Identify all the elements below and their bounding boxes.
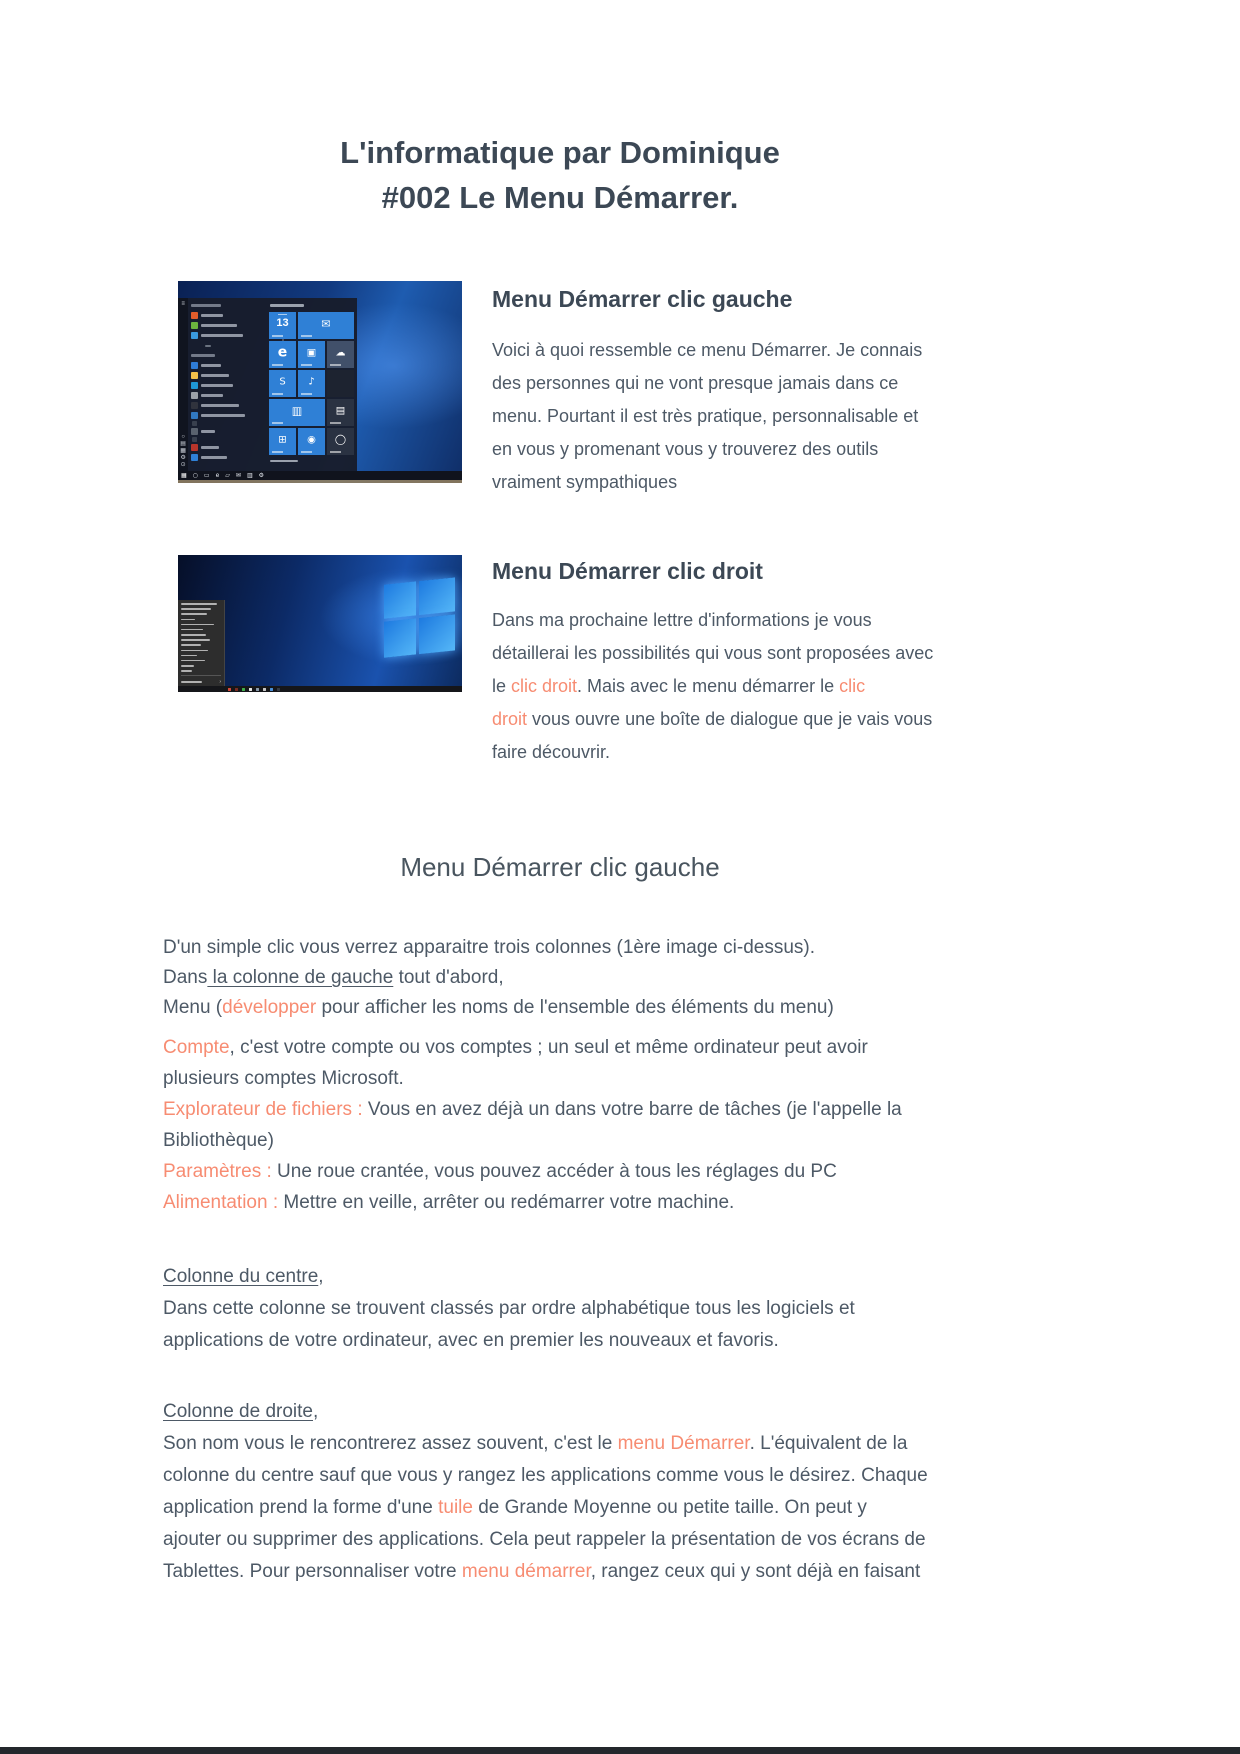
groove-icon: ♪ [308, 376, 315, 388]
letter-separator [193, 437, 197, 442]
text-run: application prend la forme d'une [163, 1497, 439, 1518]
start-menu-rail [178, 298, 188, 472]
text-run: vraiment sympathiques [492, 472, 678, 492]
section-paragraph [492, 604, 1092, 769]
start-app-row [191, 331, 260, 340]
text-run: Bibliothèque) [163, 1130, 274, 1151]
text-run: de Grande Moyenne ou petite taille. On peut y [472, 1497, 867, 1518]
app-label-bar [201, 364, 221, 367]
text-run: faire découvrir. [492, 742, 611, 762]
start-app-row [191, 371, 260, 380]
start-app-row [191, 301, 260, 310]
taskbar-icon [228, 688, 231, 691]
menu-item [181, 660, 205, 662]
camera-icon: ◉ [307, 434, 316, 446]
text-run: colonne du centre sauf que vous y rangez les applications comme vous le désirez. Chaque [163, 1465, 928, 1486]
underlined-text: Colonne de droite [163, 1401, 313, 1422]
menu-item [181, 680, 221, 684]
menu-item [181, 655, 197, 657]
skype-tile [269, 370, 296, 397]
menu-item [181, 670, 192, 672]
expand-caret-icon [205, 345, 211, 347]
taskbar-icon [277, 688, 280, 691]
text-run: détaillerai les possibilités qui vous sont proposées avec [492, 643, 934, 663]
settings-icon: ⚙ [180, 455, 186, 461]
xbox-tile [327, 428, 354, 455]
text-run: vous ouvre une boîte de dialogue que je vais vous [527, 709, 933, 729]
underlined-text: Colonne du centre [163, 1266, 319, 1287]
store-icon: ▥ [246, 471, 253, 479]
start-app-row [191, 427, 260, 436]
context-menu [178, 600, 225, 687]
photos-tile [298, 341, 325, 368]
section-clic-droit [492, 557, 1092, 769]
calc-tile [269, 428, 296, 455]
screenshot-desktop-context-menu [178, 555, 462, 692]
start-menu-app-list [188, 298, 264, 472]
taskbar [178, 471, 462, 480]
hamburger-icon: ≡ [181, 301, 185, 307]
edge-tile [269, 341, 296, 368]
calendar-tile [269, 312, 296, 339]
weather-tile [327, 341, 354, 368]
news-icon: ▤ [335, 405, 346, 417]
text-run: tout d'abord, [393, 967, 504, 988]
start-app-row [191, 391, 260, 400]
menu-item [181, 608, 211, 610]
menu-item [181, 603, 217, 605]
start-app-row [191, 401, 260, 410]
camera-tile [298, 428, 325, 455]
taskbar-icon [256, 688, 259, 691]
tile-group-label-bar [270, 460, 298, 463]
store-icon: ▥ [291, 404, 303, 418]
windows-logo-pane [384, 618, 416, 657]
app-icon [191, 412, 198, 419]
page-bottom-edge [0, 1747, 1240, 1754]
calendar-day: 13 [276, 316, 289, 329]
edge-icon: e [277, 344, 288, 361]
app-label-bar [201, 394, 223, 397]
news-tile [327, 399, 354, 426]
task-view-icon: ▭ [203, 471, 210, 479]
xbox-icon: ◯ [334, 434, 347, 446]
app-icon [191, 322, 198, 329]
search-icon: ○ [192, 471, 198, 479]
start-app-row [191, 411, 260, 420]
text-run: Dans ma prochaine lettre d'informations je vous [492, 610, 872, 630]
text-run: des personnes qui ne vont presque jamais dans ce [492, 373, 899, 393]
mail-icon: ✉ [321, 317, 331, 331]
screenshot-edge-strip [178, 480, 462, 483]
store-tile [269, 399, 325, 426]
page-title-line2: #002 Le Menu Démarrer. [381, 180, 739, 215]
text-run: plusieurs comptes Microsoft. [163, 1068, 404, 1089]
section-heading: Menu Démarrer clic gauche [492, 286, 793, 312]
page-title [163, 130, 957, 220]
underlined-text: la colonne de gauche [207, 967, 394, 988]
app-label-bar [201, 456, 227, 459]
app-icon [191, 382, 198, 389]
start-app-row [191, 351, 260, 360]
menu-item-label-bar [181, 681, 202, 683]
edge-icon: e [215, 471, 220, 479]
start-menu-tiles-area [264, 298, 357, 472]
menu-item [181, 629, 203, 631]
start-app-row [192, 437, 197, 442]
menu-item [181, 624, 214, 626]
app-icon [191, 392, 198, 399]
start-menu-panel [178, 298, 357, 472]
tile-group-label-bar [270, 304, 304, 307]
text-run: Menu ( [163, 997, 223, 1018]
skype-icon: S [279, 376, 286, 388]
highlighted-text: développer [222, 997, 317, 1018]
taskbar-icon [270, 688, 273, 691]
menu-item [181, 619, 195, 621]
text-run: pour afficher les noms de l'ensemble des éléments du menu) [316, 997, 834, 1018]
highlighted-text: Explorateur de fichiers : [163, 1099, 363, 1120]
text-run: applications de votre ordinateur, avec en premier les nouveaux et favoris. [163, 1330, 779, 1351]
text-run: Mettre en veille, arrêter ou redémarrer votre machine. [278, 1192, 735, 1213]
section-clic-gauche [492, 285, 1092, 499]
text-run: , c'est votre compte ou vos comptes ; un seul et même ordinateur peut avoir [229, 1037, 868, 1058]
highlighted-text: droit [492, 709, 528, 729]
blank-tile [327, 370, 354, 397]
highlighted-text: menu démarrer [461, 1561, 591, 1582]
start-app-row [191, 311, 260, 320]
start-app-row [191, 321, 260, 330]
app-label-bar [201, 404, 239, 407]
menu-item [181, 644, 201, 646]
text-run: Vous en avez déjà un dans votre barre de tâches (je l'appelle la [362, 1099, 902, 1120]
start-app-row [192, 421, 197, 426]
menu-item [181, 665, 194, 667]
app-label-bar [201, 374, 229, 377]
menu-item [181, 613, 207, 615]
text-run: Son nom vous le rencontrerez assez souvent, c'est le [163, 1433, 618, 1454]
settings-icon: ⚙ [258, 471, 265, 479]
text-run: . Mais avec le menu démarrer le [577, 676, 840, 696]
weather-icon: ☁ [335, 347, 346, 359]
user-icon: ○ [181, 434, 185, 440]
app-icon [191, 402, 198, 409]
app-icon [191, 362, 198, 369]
app-label-bar [201, 334, 243, 337]
highlighted-text: Alimentation : [163, 1192, 279, 1213]
text-run: Voici à quoi ressemble ce menu Démarrer. Je connais [492, 340, 923, 360]
taskbar-icon [235, 688, 238, 691]
text-run: , rangez ceux qui y sont déjà en faisant [590, 1561, 921, 1582]
taskbar [178, 686, 462, 692]
app-label-bar [201, 414, 245, 417]
text-run: Tablettes. Pour personnaliser votre [163, 1561, 462, 1582]
app-icon [191, 332, 198, 339]
file-explorer-icon: ▱ [225, 471, 230, 479]
windows-logo-pane [384, 581, 416, 618]
app-icon [191, 444, 198, 451]
menu-item [181, 650, 208, 652]
highlighted-text: menu Démarrer [617, 1433, 750, 1454]
submenu-arrow-icon: › [219, 678, 221, 685]
middle-heading: Menu Démarrer clic gauche [400, 852, 720, 882]
calc-icon: ⊞ [278, 434, 287, 446]
app-label-bar [201, 446, 219, 449]
group-label-bar [191, 304, 221, 307]
highlighted-text: Compte [163, 1037, 230, 1058]
start-app-row [191, 443, 260, 452]
tiles-grid [269, 312, 354, 455]
highlighted-text: tuile [438, 1497, 473, 1518]
text-run: , [318, 1266, 324, 1287]
start-app-row [191, 361, 260, 370]
groove-tile [298, 370, 325, 397]
start-app-row [191, 453, 260, 462]
power-icon: ⊙ [180, 462, 186, 468]
taskbar-icon [249, 688, 252, 691]
mail-icon: ✉ [235, 471, 241, 479]
paragraph-intro [163, 933, 1123, 1023]
highlighted-text: clic droit [511, 676, 578, 696]
letter-separator [193, 421, 197, 426]
text-run: ajouter ou supprimer des applications. Cela peut rappeler la présentation de vos écrans de [163, 1529, 926, 1550]
app-icon [191, 428, 198, 435]
app-label-bar [201, 430, 215, 433]
text-run: D'un simple clic vous verrez apparaitre trois colonnes (1ère image ci-dessus). [163, 937, 816, 958]
start-app-row [191, 381, 260, 390]
text-run: Une roue crantée, vous pouvez accéder à tous les réglages du PC [271, 1161, 837, 1182]
menu-item [181, 639, 210, 641]
documents-icon: ▤ [180, 441, 186, 447]
app-icon [191, 312, 198, 319]
app-icon [191, 372, 198, 379]
page-title-line1: L'informatique par Dominique [340, 135, 780, 170]
windows-logo [384, 577, 456, 661]
app-icon [191, 454, 198, 461]
menu-item [181, 634, 206, 636]
taskbar-icon [263, 688, 266, 691]
paragraph-colonne-droite [163, 1396, 1123, 1588]
menu-separator [181, 675, 221, 676]
text-run: , [313, 1401, 319, 1422]
text-run: . L'équivalent de la [749, 1433, 908, 1454]
app-label-bar [201, 314, 223, 317]
text-run: le [492, 676, 512, 696]
section-paragraph [492, 334, 1092, 499]
text-run: menu. Pourtant il est très pratique, personnalisable et [492, 406, 919, 426]
paragraph-colonne-centre [163, 1261, 1123, 1357]
group-label-bar [191, 354, 215, 357]
photos-icon: ▣ [306, 347, 317, 359]
start-button-icon: ▦ [181, 471, 187, 479]
highlighted-text: Paramètres : [163, 1161, 272, 1182]
mail-tile [298, 312, 354, 339]
paragraph-elements-menu [163, 1032, 1123, 1218]
app-label-bar [201, 324, 237, 327]
text-run: Dans [163, 967, 208, 988]
start-app-row [191, 341, 260, 350]
app-label-bar [201, 384, 233, 387]
text-run: Dans cette colonne se trouvent classés par ordre alphabétique tous les logiciels et [163, 1298, 855, 1319]
windows-logo-pane [419, 577, 455, 615]
windows-logo-pane [419, 614, 455, 654]
screenshot-start-menu [178, 281, 462, 483]
text-run: en vous y promenant vous y trouverez des outils [492, 439, 879, 459]
pictures-icon: ▦ [180, 448, 186, 454]
highlighted-text: clic [839, 676, 866, 696]
taskbar-icon [242, 688, 245, 691]
section-heading: Menu Démarrer clic droit [492, 558, 763, 584]
